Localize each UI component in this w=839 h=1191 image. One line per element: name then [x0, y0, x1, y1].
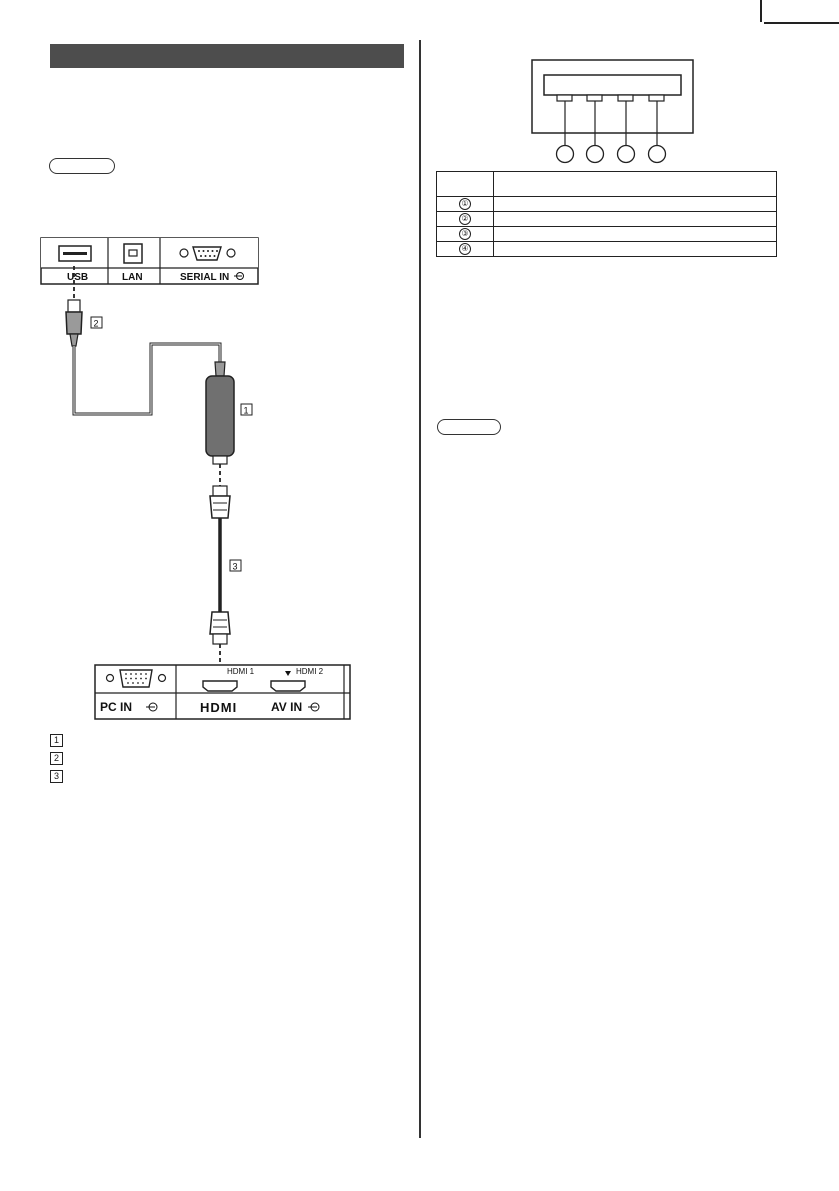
serial-port-label: SERIAL IN [180, 272, 230, 283]
table-row [437, 242, 777, 257]
table-row [437, 227, 777, 242]
hdmi-logo: HDMI [200, 700, 238, 715]
table-row [437, 197, 777, 212]
hdmi2-port-label: HDMI 2 [296, 667, 324, 676]
row-description [494, 242, 777, 257]
row-description [494, 197, 777, 212]
bottom-terminal-panel [95, 665, 350, 719]
row-number: ② [459, 213, 471, 225]
svg-text:1: 1 [243, 405, 249, 416]
legend-item-3 [50, 770, 250, 784]
crop-mark-horizontal [764, 22, 839, 24]
hdmi1-port-label: HDMI 1 [227, 667, 255, 676]
lan-port-label: LAN [122, 272, 143, 283]
row-description [494, 227, 777, 242]
legend-number-box: 2 [50, 752, 63, 765]
legend-item-2 [50, 752, 250, 766]
svg-text:3: 3 [232, 561, 238, 572]
legend-number-box: 1 [50, 734, 63, 747]
table-header-number [437, 172, 494, 197]
led-marker-4 [649, 146, 666, 163]
callout-box-3 [230, 560, 241, 572]
hdmi-cable [210, 486, 230, 684]
callout-box-1 [241, 404, 252, 416]
legend-item-1 [50, 734, 250, 748]
row-number: ④ [459, 243, 471, 255]
table-header-row [437, 172, 777, 197]
pc-in-label: PC IN [100, 700, 133, 714]
callout-box-2 [91, 317, 102, 329]
top-terminal-panel [41, 238, 258, 284]
connection-diagram [0, 0, 420, 800]
led-marker-3 [618, 146, 635, 163]
led-marker-2 [587, 146, 604, 163]
note-label-right [437, 419, 501, 435]
table-header-description [494, 172, 777, 197]
usb-port-label: USB [67, 272, 89, 283]
crop-mark-vertical [760, 0, 762, 22]
row-description [494, 212, 777, 227]
av-in-label: AV IN [271, 700, 303, 714]
led-table [436, 171, 777, 257]
svg-text:2: 2 [93, 318, 99, 329]
led-indicator-diagram [420, 50, 820, 170]
table-row [437, 212, 777, 227]
usb-cable [66, 266, 225, 414]
hdmi-dongle [206, 376, 234, 464]
row-number: ③ [459, 228, 471, 240]
row-number: ① [459, 198, 471, 210]
legend-number-box: 3 [50, 770, 63, 783]
led-marker-1 [557, 146, 574, 163]
